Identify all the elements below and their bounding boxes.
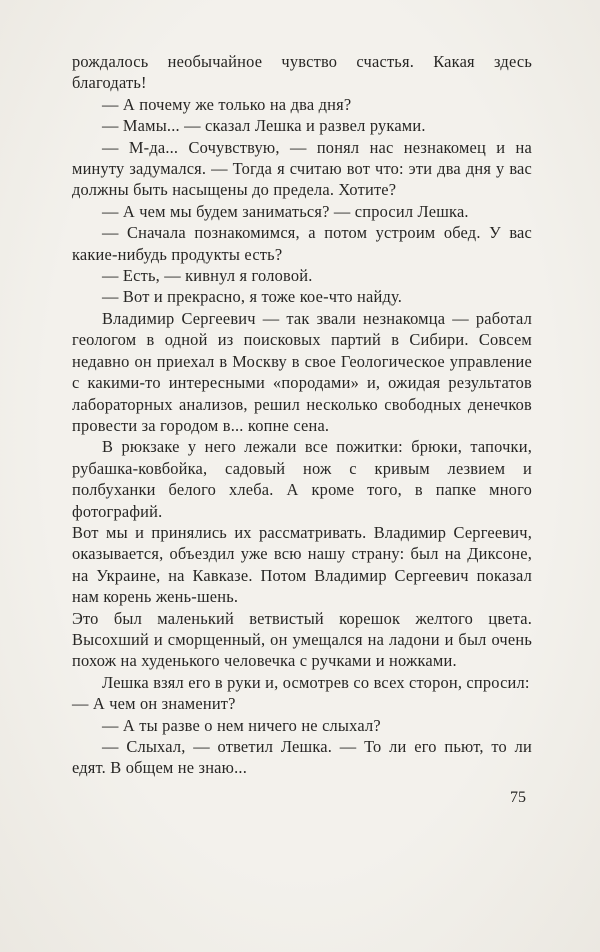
paragraph: — Сначала познакомимся, а потом устроим обед. У вас какие-нибудь продукты есть? — [72, 223, 532, 264]
page-number: 75 — [510, 789, 526, 806]
page-text-block — [72, 51, 532, 779]
paragraph: — Мамы... — сказал Лешка и развел руками. — [102, 116, 426, 136]
paragraph: — А чем мы будем заниматься? — спросил Лешка. — [102, 201, 469, 221]
paragraph: Владимир Сергеевич — так звали незнакомца — работал геологом в одной из поисковых партий в Сибири. Совсем недавно он приехал в Москву в свое Геологическое управление с какими-то интересными «породами» и, ожидая результатов лабораторных анализов, решил несколько свободных денечков провести за городом в... копне сена. — [72, 308, 532, 435]
paragraph: — Вот и прекрасно, я тоже кое-что найду. — [102, 287, 403, 307]
paragraph: — А ты разве о нем ничего не слыхал? — [102, 715, 381, 735]
paragraph: — А чем он знаменит? — [72, 694, 236, 714]
paragraph: — Слыхал, — ответил Лешка. — То ли его пьют, то ли едят. В общем не знаю... — [72, 737, 532, 778]
paragraph: Это был маленький ветвистый корешок желтого цвета. Высохший и сморщенный, он умещался на ладони и был очень похож на худенького человечка с ручками и ножками. — [72, 608, 532, 671]
paragraph: Лешка взял его в руки и, осмотрев со всех сторон, спросил: — [102, 672, 530, 692]
paragraph: рождалось необычайное чувство счастья. Какая здесь благодать! — [72, 52, 532, 93]
paragraph: Вот мы и принялись их рассматривать. Владимир Сергеевич, оказывается, объездил уже всю нашу страну: был на Диксоне, на Украине, на Кавказе. Потом Владимир Сергеевич показал нам корень жень-шень. — [72, 522, 532, 607]
paragraph: — М-да... Сочувствую, — понял нас незнакомец и на минуту задумался. — Тогда я считаю вот что: эти два дня у вас должны быть насыщены до предела. Хотите? — [72, 137, 532, 200]
paragraph: — Есть, — кивнул я головой. — [102, 266, 313, 286]
paragraph: — А почему же только на два дня? — [102, 94, 352, 114]
paragraph: В рюкзаке у него лежали все пожитки: брюки, тапочки, рубашка-ковбойка, садовый нож с кривым лезвием и полбуханки белого хлеба. А кроме того, в папке много фотографий. — [72, 437, 532, 521]
